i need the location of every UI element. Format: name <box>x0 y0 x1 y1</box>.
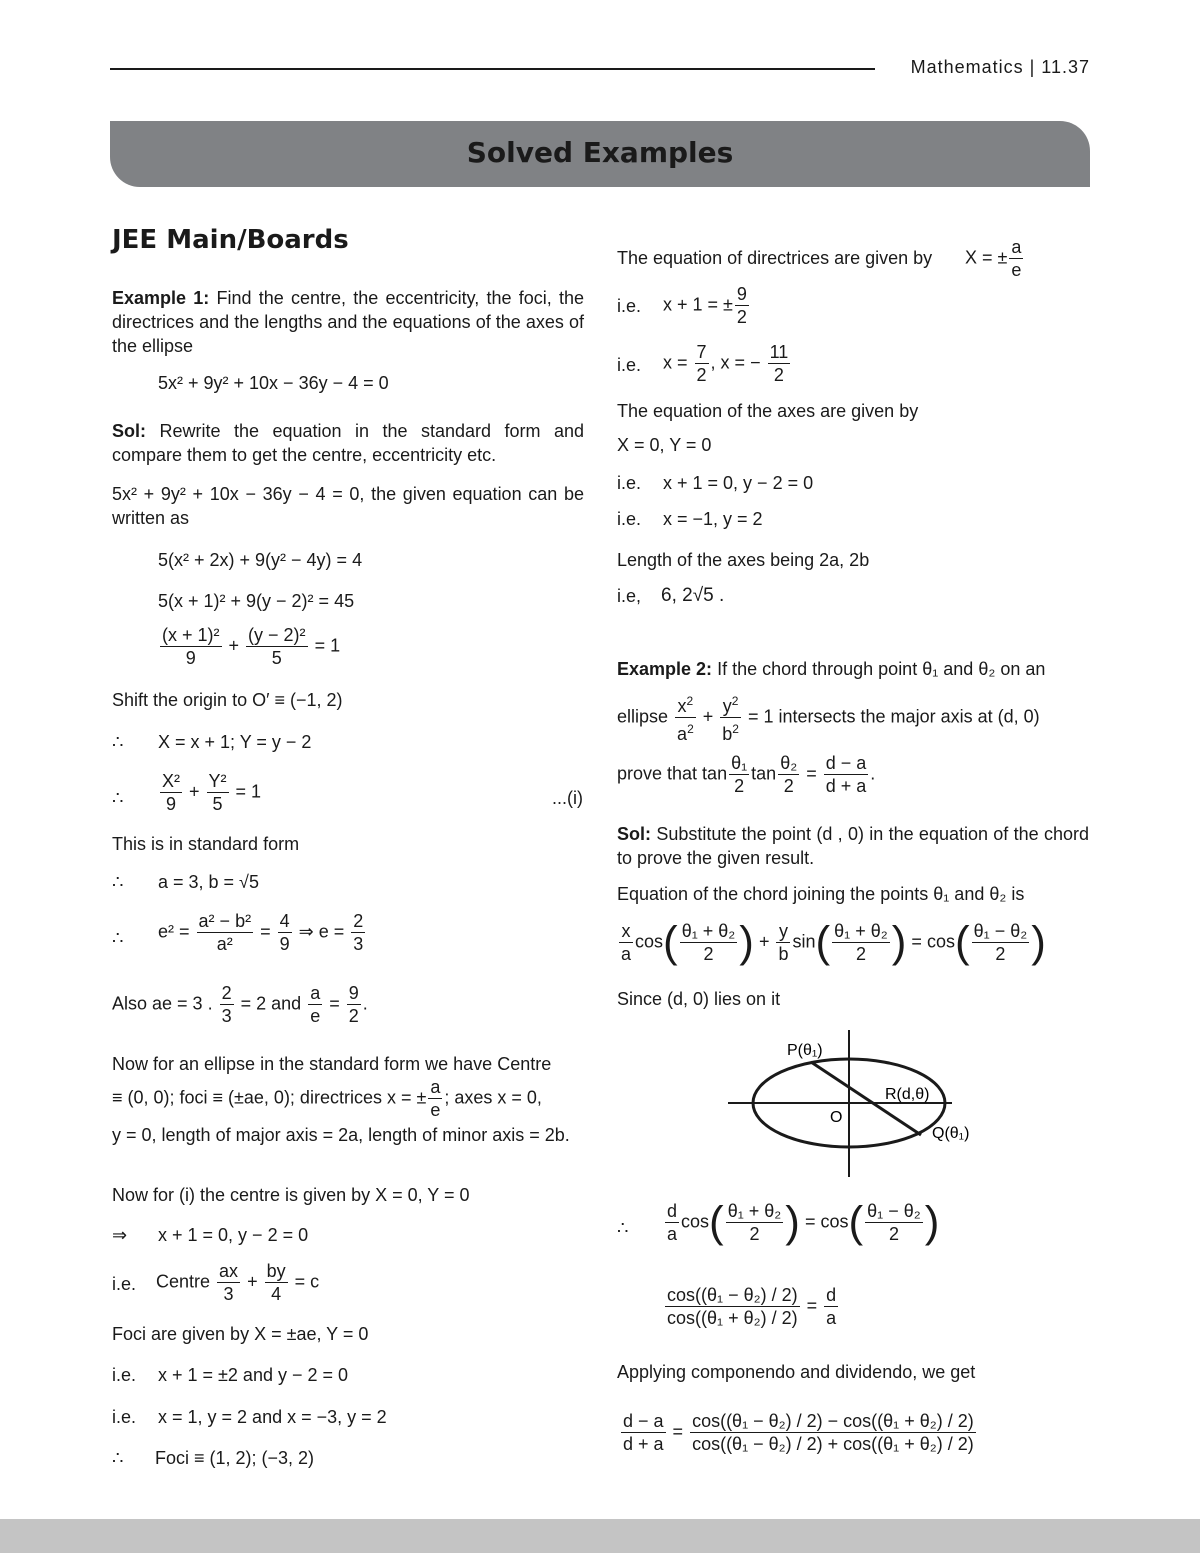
centre-equation: x + 1 = 0, y − 2 = 0 <box>158 1225 309 1245</box>
example-1-statement <box>112 286 584 358</box>
header-rule <box>110 68 875 70</box>
example-2-line-2: ellipse $\frac{x^2}{a^2}$ + $\frac{y^2}{b^2}$ = 1 intersects the major axis at (d, 0) <box>617 690 1040 745</box>
directrices-eq: X = ± $\frac{a}{e}$ <box>965 237 1022 280</box>
ie-label: i.e. <box>112 1407 137 1427</box>
directrices-eq-3: x = $\frac{7}{2}$ , x = − $\frac{11}{2}$ <box>663 342 789 385</box>
directrices-text: The equation of directrices are given by <box>617 248 933 268</box>
foci-equation-2: x = 1, y = 2 and x = −3, y = 2 <box>158 1407 387 1427</box>
length-eq: 6, 2√5 . <box>661 585 725 606</box>
axes-eq-3: x = −1, y = 2 <box>663 509 763 529</box>
ab-values: a = 3, b = √5 <box>158 872 259 892</box>
therefore-symbol: ∴ <box>112 872 124 892</box>
ie-label: i.e, <box>617 586 642 606</box>
sol-text: Rewrite the equation in the standard form and compare them to get the centre, eccentricity etc. <box>112 421 584 465</box>
solution-2-intro: Sol: Substitute the point (d , 0) in the equation of the chord to prove the given result. <box>617 824 1089 868</box>
example-1-label: Example 1: <box>112 288 210 308</box>
eccentricity-calc: e² = $\frac{\text{a² − b²}}{\text{a²}}$ = $\frac{4}{9}$ ⇒ e = $\frac{2}{3}$ <box>158 911 364 954</box>
axes-text: The equation of the axes are given by <box>617 401 919 421</box>
example-2-line-3: prove that tan $\frac{\text{θ₁}}{2}$ tan $\frac{\text{θ₂}}{2}$ = $\frac{d - a}{d + a}$ . <box>617 753 876 796</box>
since-text: Since (d, 0) lies on it <box>617 989 781 1009</box>
page-header: Mathematics | 11.37 <box>910 57 1090 77</box>
ellipse-properties-b: ≡ (0, 0); foci ≡ (±ae, 0); directrices x = ± $\frac{a}{e}$ ; axes x = 0, <box>112 1077 542 1120</box>
ellipse-properties-c: y = 0, length of major axis = 2a, length of minor axis = 2b. <box>112 1125 570 1145</box>
componendo-text: Applying componendo and dividendo, we get <box>617 1362 976 1382</box>
solution-1-intro <box>112 419 584 467</box>
ellipse-diagram <box>725 1025 970 1180</box>
example-1-equation: 5x² + 9y² + 10x − 36y − 4 = 0 <box>158 373 389 393</box>
equation-ref-i: ...(i) <box>552 788 583 808</box>
foci-given: Foci are given by X = ±ae, Y = 0 <box>112 1324 369 1344</box>
also-ae-line: Also ae = 3 . $\frac{2}{3}$ = 2 and $\frac{a}{e}$ = $\frac{9}{2}$ . <box>112 983 368 1026</box>
therefore-symbol: ∴ <box>112 928 124 948</box>
therefore-symbol: ∴ <box>617 1218 629 1238</box>
section-title: JEE Main/Boards <box>112 225 349 255</box>
centre-given: Now for (i) the centre is given by X = 0, Y = 0 <box>112 1185 470 1205</box>
fraction: $\frac{\text{(x + 1)²}}{9}$ <box>162 625 220 668</box>
shift-origin: Shift the origin to O′ ≡ (−1, 2) <box>112 690 343 710</box>
chord-text: Equation of the chord joining the points θ₁ and θ₂ is <box>617 884 1025 904</box>
point-r-label: R(d,θ) <box>885 1086 930 1103</box>
centre-line: Centre $\frac{ax}{3}$ + $\frac{by}{4}$ = c <box>156 1261 320 1304</box>
standard-ellipse: $\frac{\text{X²}}{9}$ + $\frac{\text{Y²}}{5}$ = 1 <box>162 771 262 814</box>
section-banner <box>110 121 1090 187</box>
given-equation-tail: the given equation can be written as <box>112 484 584 528</box>
point-p-label: P(θ₁) <box>787 1042 823 1059</box>
origin-label: O <box>830 1109 843 1126</box>
directrices-eq-2: x + 1 = ± $\frac{9}{2}$ <box>663 284 747 327</box>
axes-eq-1: X = 0, Y = 0 <box>617 435 712 455</box>
given-equation: 5x² + 9y² + 10x − 36y − 4 = 0, <box>112 484 365 504</box>
banner-title: Solved Examples <box>466 136 734 169</box>
standard-form-text: This is in standard form <box>112 834 300 854</box>
therefore-symbol: ∴ <box>112 788 124 808</box>
step-2: 5(x + 1)² + 9(y − 2)² = 45 <box>158 591 355 611</box>
axes-eq-2: x + 1 = 0, y − 2 = 0 <box>663 473 814 493</box>
given-equation-para <box>112 482 584 530</box>
substituted-equation: $\frac{d}{a}$ cos( $\frac{\text{θ₁ + θ₂}}{2}$ ) = cos( $\frac{\text{θ₁ − θ₂}}{2}$ ) <box>667 1197 940 1247</box>
therefore-symbol: ∴ <box>112 732 124 752</box>
ie-label: i.e. <box>617 509 642 529</box>
cos-ratio: $\frac{\text{cos((θ₁ − θ₂) / 2)}}{\text{cos((θ₁ + θ₂) / 2)}}$ = $\frac{d}{a}$ <box>667 1285 837 1328</box>
length-text: Length of the axes being 2a, 2b <box>617 550 870 570</box>
implies-symbol: ⇒ <box>112 1225 128 1245</box>
ie-label: i.e. <box>112 1365 137 1385</box>
step-3: $\frac{\text{(x + 1)²}}{9}$ + $\frac{\text{(y − 2)²}}{5}$ = 1 <box>162 625 341 668</box>
ie-label: i.e. <box>617 296 642 316</box>
foci-final: Foci ≡ (1, 2); (−3, 2) <box>155 1448 315 1468</box>
fraction: $\frac{\text{(y − 2)²}}{5}$ <box>248 625 306 668</box>
therefore-symbol: ∴ <box>112 1448 124 1468</box>
ellipse-properties-a: Now for an ellipse in the standard form we have Centre <box>112 1054 552 1074</box>
example-1-text: Find the centre, the eccentricity, the foci, the directrices and the lengths and the equations of the axes of the ellipse <box>112 288 584 356</box>
step-1: 5(x² + 2x) + 9(y² − 4y) = 4 <box>158 550 363 570</box>
footer-bar <box>0 1519 1200 1553</box>
ie-label: i.e. <box>112 1274 137 1294</box>
ie-label: i.e. <box>617 355 642 375</box>
foci-equation-1: x + 1 = ±2 and y − 2 = 0 <box>158 1365 349 1385</box>
chord-equation: $\frac{x}{a}$ cos( $\frac{\text{θ₁ + θ₂}}{2}$ ) + $\frac{y}{b}$ sin( $\frac{\text{θ₁ + θ₂}}{2}$ ) = cos( $\frac{\text{θ₁ − θ₂}}{2}$ ) <box>621 917 1046 967</box>
sol-label: Sol: <box>112 421 146 441</box>
point-q-label: Q(θ₁) <box>932 1125 970 1142</box>
example-2-line-1: Example 2: If the chord through point θ₁ and θ₂ on an <box>617 659 1046 679</box>
xy-substitution: X = x + 1; Y = y − 2 <box>158 732 312 752</box>
ie-label: i.e. <box>617 473 642 493</box>
final-equation: $\frac{d - a}{d + a}$ = $\frac{\text{cos((θ₁ − θ₂) / 2) − cos((θ₁ + θ₂) / 2)}}{\text{cos((θ₁ − θ₂) / 2) + cos((θ₁ + θ₂) / 2)}}$ <box>623 1411 974 1454</box>
